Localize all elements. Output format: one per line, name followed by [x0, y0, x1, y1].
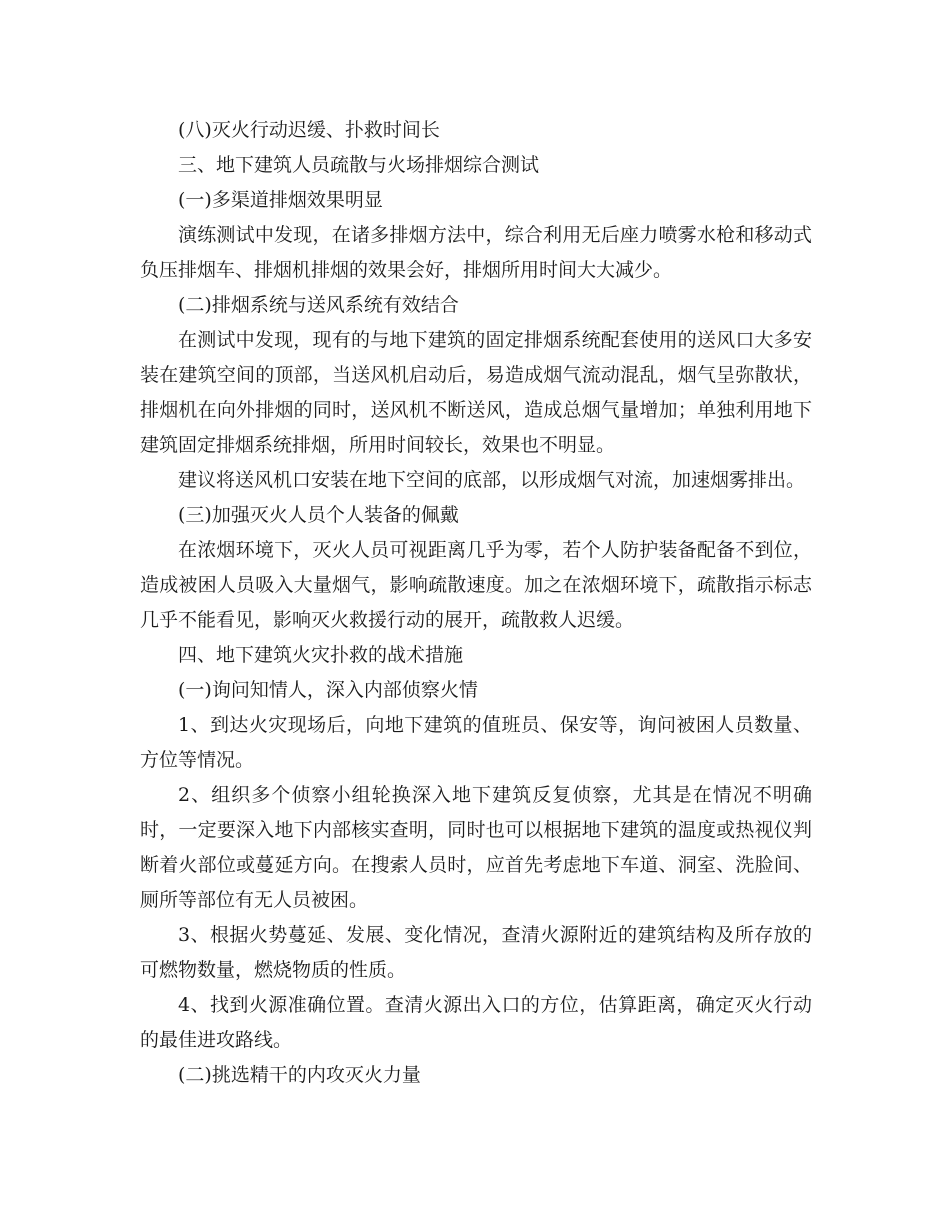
section-heading-3-personal-equipment: (三)加强灭火人员个人装备的佩戴	[178, 504, 459, 526]
body-paragraph: 在浓烟环境下，灭火人员可视距离几乎为零，若个人防护装备配备不到位，造成被困人员吸入大量烟气，影响疏散速度。加之在浓烟环境下，疏散指示标志几乎不能看见，影响灭火救援行动的展开，疏散救人迟缓。	[140, 539, 812, 631]
chapter-heading-3-comprehensive-test: 三、地下建筑人员疏散与火场排烟综合测试	[178, 154, 540, 176]
body-paragraph: 建议将送风机口安装在地下空间的底部，以形成烟气对流，加速烟雾排出。	[178, 469, 806, 491]
body-paragraph: 演练测试中发现，在诸多排烟方法中，综合利用无后座力喷雾水枪和移动式负压排烟车、排烟机排烟的效果会好，排烟所用时间大大减少。	[140, 224, 812, 281]
body-paragraph: 在测试中发现，现有的与地下建筑的固定排烟系统配套使用的送风口大多安装在建筑空间的顶部，当送风机启动后，易造成烟气流动混乱，烟气呈弥散状，排烟机在向外排烟的同时，送风机不断送风，造成总烟气量增加；单独利用地下建筑固定排烟系统排烟，所用时间较长，效果也不明显。	[140, 329, 812, 456]
section-heading-1-reconnaissance: (一)询问知情人，深入内部侦察火情	[178, 679, 478, 701]
document-body	[140, 113, 812, 1093]
section-heading-1-multichannel-smoke-exhaust: (一)多渠道排烟效果明显	[178, 189, 383, 211]
list-item-4: 4、找到火源准确位置。查清火源出入口的方位，估算距离，确定灭火行动的最佳进攻路线。	[140, 994, 812, 1051]
chapter-heading-4-tactical-measures: 四、地下建筑火灾扑救的战术措施	[178, 644, 464, 666]
section-heading-8-slow-action: (八)灭火行动迟缓、扑救时间长	[178, 119, 440, 141]
section-heading-2-exhaust-and-supply: (二)排烟系统与送风系统有效结合	[178, 294, 459, 316]
list-item-1: 1、到达火灾现场后，向地下建筑的值班员、保安等，询问被困人员数量、方位等情况。	[140, 714, 812, 771]
section-heading-2-elite-attack-force: (二)挑选精干的内攻灭火力量	[178, 1064, 421, 1086]
list-item-3: 3、根据火势蔓延、发展、变化情况，查清火源附近的建筑结构及所存放的可燃物数量，燃烧物质的性质。	[140, 924, 812, 981]
list-item-2: 2、组织多个侦察小组轮换深入地下建筑反复侦察，尤其是在情况不明确时，一定要深入地下内部核实查明，同时也可以根据地下建筑的温度或热视仪判断着火部位或蔓延方向。在搜索人员时，应首先考虑地下车道、洞室、洗脸间、厕所等部位有无人员被困。	[140, 784, 812, 911]
